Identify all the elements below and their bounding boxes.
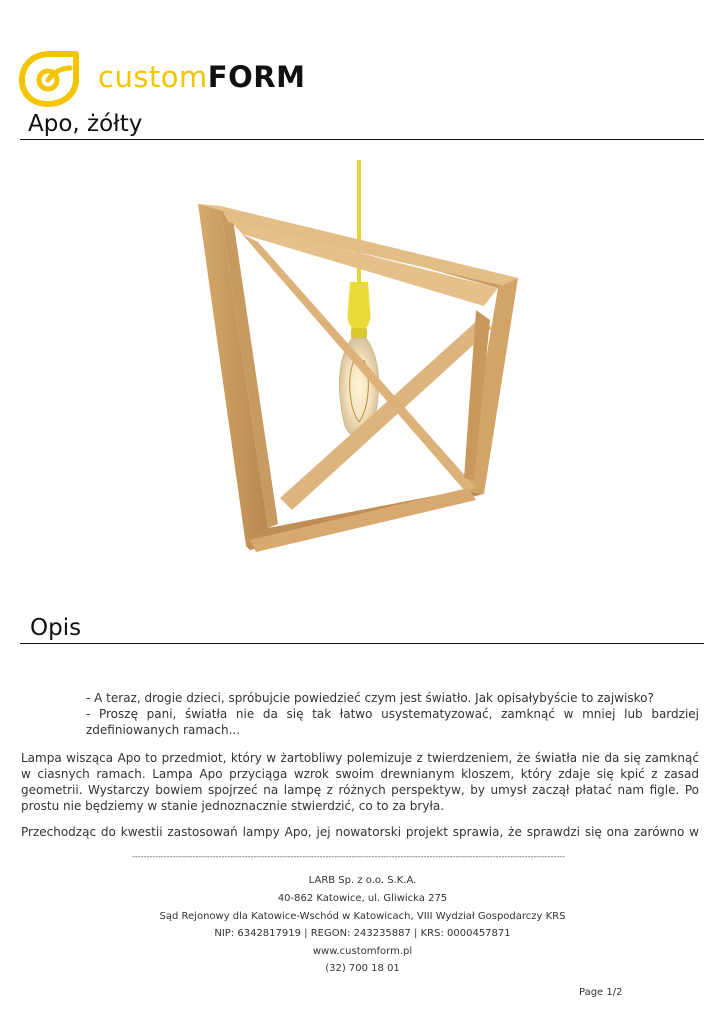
description-paragraph-1: Lampa wisząca Apo to przedmiot, który w żartobliwy polemizuje z twierdzeniem, że światła nie da się zamknąć w ciasnych ramach. Lampa Apo przyciąga wzrok swoim drewnianym kloszem, który zdaje się kpić z zasad geometrii. Wystarczy bowiem spojrzeć na lampę z różnych perspektyw, by umysł zaczął płatać nam figle. Po prostu nie będziemy w stanie jednoznacznie stwierdzić, co to za bryła. xyxy=(21,751,699,813)
section-title: Opis xyxy=(30,615,82,641)
title-divider xyxy=(20,139,704,140)
page-number: Page 1/2 xyxy=(579,987,623,998)
footer-separator: ------------------------------------------------------------------------------------------------------------------------------------------------------ xyxy=(132,852,566,861)
description-quote-line-1: - A teraz, drogie dzieci, spróbujcie powiedzieć czym jest światło. Jak opisałybyście to zajwisko? xyxy=(86,691,654,705)
logo-wordmark xyxy=(98,60,305,94)
footer-website[interactable]: www.customform.pl xyxy=(312,946,413,957)
footer-ids: NIP: 6342817919 | REGON: 243235887 | KRS: 0000457871 xyxy=(214,928,511,939)
brand-logo xyxy=(18,50,306,108)
footer-company: LARB Sp. z o.o. S.K.A. xyxy=(308,875,417,886)
description-paragraph-2: Przechodząc do kwestii zastosowań lampy Apo, jej nowatorski projekt sprawia, że sprawdzi się ona zarówno w xyxy=(21,825,699,839)
section-divider xyxy=(20,643,704,644)
description-quote-line-2: - Proszę pani, światła nie da się tak łatwo usystematyzować, zamknąć w mniej lub bardziej zdefiniowanych ramach... xyxy=(86,707,699,737)
footer-court: Sąd Rejonowy dla Katowice-Wschód w Katowicach, VIII Wydział Gospodarczy KRS xyxy=(159,911,566,922)
logo-text-custom: custom xyxy=(98,60,208,94)
logo-mark-icon xyxy=(18,50,82,108)
product-title: Apo, żółty xyxy=(28,111,143,137)
footer-phone: (32) 700 18 01 xyxy=(325,963,400,974)
footer-address: 40-862 Katowice, ul. Gliwicka 275 xyxy=(277,893,448,904)
pendant-lamp-image xyxy=(80,160,648,588)
logo-text-form: FORM xyxy=(207,60,306,94)
